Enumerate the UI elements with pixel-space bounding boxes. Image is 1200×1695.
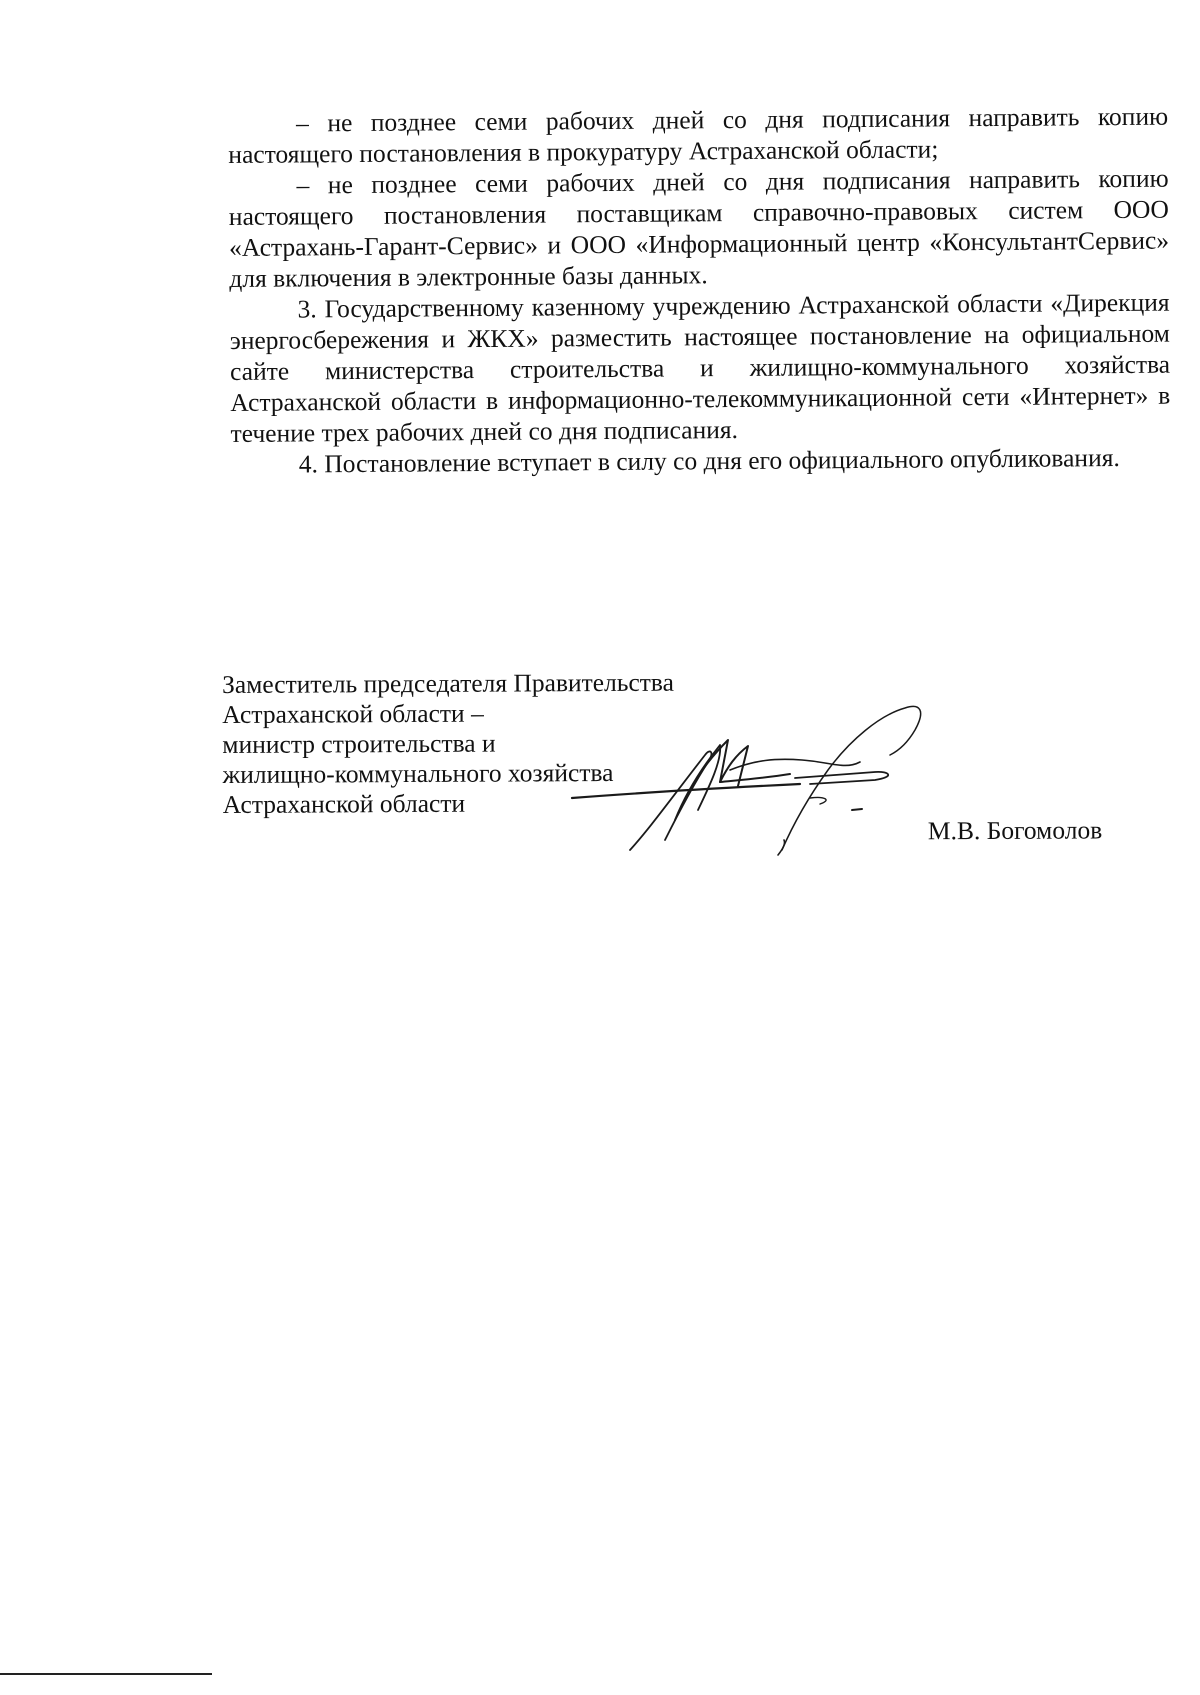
signer-name: М.В. Богомолов	[927, 815, 1103, 846]
document-body	[228, 101, 1171, 480]
paragraph-legal-systems-copy: – не позднее семи рабочих дней со дня подписания направить копию настоящего постановления поставщикам справочно-правовых систем ООО «Астрахань-Гарант-Сервис» и ООО «Информационный центр «КонсультантСервис» для включения в электронные базы данных.	[228, 163, 1170, 293]
signer-title-line: Астраханской области	[222, 788, 466, 819]
signer-title-line: министр строительства и	[222, 728, 496, 759]
signer-title-line: жилищно-коммунального хозяйства	[222, 757, 614, 789]
footer-rule	[0, 1673, 212, 1675]
signer-title-line: Заместитель председателя Правительства	[222, 667, 674, 699]
paragraph-prosecutor-copy: – не позднее семи рабочих дней со дня подписания направить копию настоящего постановления в прокуратуру Астраханской области;	[228, 101, 1169, 169]
signer-title-line: Астраханской области –	[222, 698, 484, 729]
handwritten-signature	[570, 700, 990, 865]
paragraph-entry-into-force: 4. Постановление вступает в силу со дня его официального опубликования.	[298, 443, 1120, 479]
paragraph-publication-website: 3. Государственному казенному учреждению Астраханской области «Дирекция энергосбережения и ЖКХ» разместить настоящее постановление на официальном сайте министерства строительства и жилищно-коммунального хозяйства Астраханской области в информационно-телекоммуникационной сети «Интернет» в течение трех рабочих дней со дня подписания.	[229, 287, 1171, 448]
